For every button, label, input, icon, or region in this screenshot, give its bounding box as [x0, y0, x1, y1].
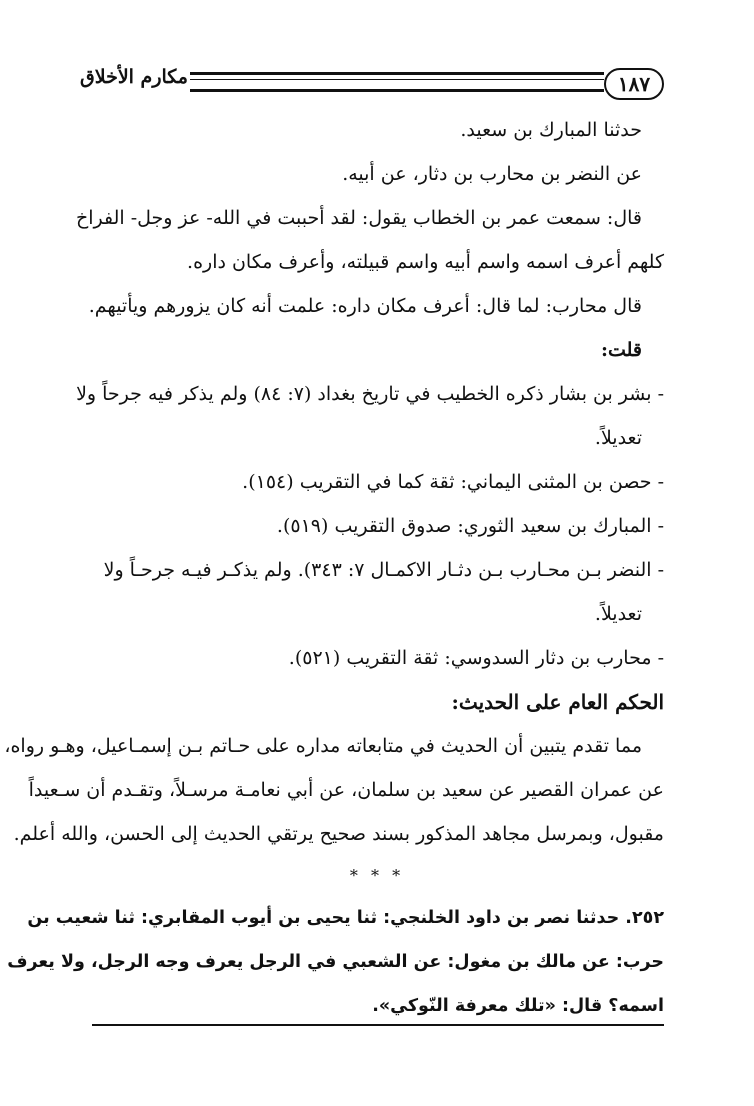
section-heading: الحكم العام على الحديث:: [451, 690, 664, 714]
hadith-line: اسمه؟ قال: «تلك معرفة النّوكي».: [372, 996, 664, 1016]
verdict-line: عن عمران القصير عن سعيد بن سلمان، عن أبي نعامـة مرسـلاً، وتقـدم أن سـعيداً: [28, 779, 664, 801]
hadith-line: حرب: عن مالك بن مغول: عن الشعبي في الرجل يعرف وجه الرجل، ولا يعرف: [7, 952, 664, 972]
verdict-line: مقبول، وبمرسل مجاهد المذكور بسند صحيح يرتقي الحديث إلى الحسن، والله أعلم.: [13, 823, 664, 845]
asterisk-separator: * * *: [349, 866, 405, 885]
text-line: - محارب بن دثار السدوسي: ثقة التقريب (٥٢١).: [288, 647, 664, 669]
text-line: عن النضر بن محارب بن دثار، عن أبيه.: [342, 163, 642, 185]
text-line: تعديلاً.: [594, 603, 642, 625]
text-line: قال: سمعت عمر بن الخطاب يقول: لقد أحببت في الله- عز وجل- الفراخ: [75, 207, 642, 229]
text-line: قلت:: [600, 339, 642, 361]
bottom-rule: [92, 1024, 664, 1026]
header-rule: [190, 72, 604, 92]
text-line: قال محارب: لما قال: أعرف مكان داره: علمت أنه كان يزورهم ويأتيهم.: [88, 295, 642, 317]
text-line: حدثنا المبارك بن سعيد.: [460, 119, 642, 141]
verdict-line: مما تقدم يتبين أن الحديث في متابعاته مداره على حـاتم بـن إسمـاعيل، وهـو رواه،: [4, 735, 642, 757]
hadith-line: ٢٥٢. حدثنا نصر بن داود الخلنجي: ثنا يحيى بن أيوب المقابري: ثنا شعيب بن: [27, 908, 664, 928]
book-title: مكارم الأخلاق: [80, 66, 188, 88]
text-line: - المبارك بن سعيد الثوري: صدوق التقريب (٥١٩).: [276, 515, 664, 537]
text-line: - حصن بن المثنى اليماني: ثقة كما في التقريب (١٥٤).: [242, 471, 664, 493]
text-line: - النضر بـن محـارب بـن دثـار الاكمـال ٧: ٣٤٣). ولم يذكـر فيـه جرحـاً ولا: [103, 559, 664, 581]
body-text: [4, 108, 664, 1028]
text-line: كلهم أعرف اسمه واسم أبيه واسم قبيلته، وأعرف مكان داره.: [187, 251, 664, 273]
text-line: تعديلاً.: [594, 427, 642, 449]
page-header: [80, 62, 664, 108]
page-number: ١٨٧: [604, 68, 664, 100]
text-line: - بشر بن بشار ذكره الخطيب في تاريخ بغداد (٧: ٨٤) ولم يذكر فيه جرحاً ولا: [76, 383, 664, 405]
